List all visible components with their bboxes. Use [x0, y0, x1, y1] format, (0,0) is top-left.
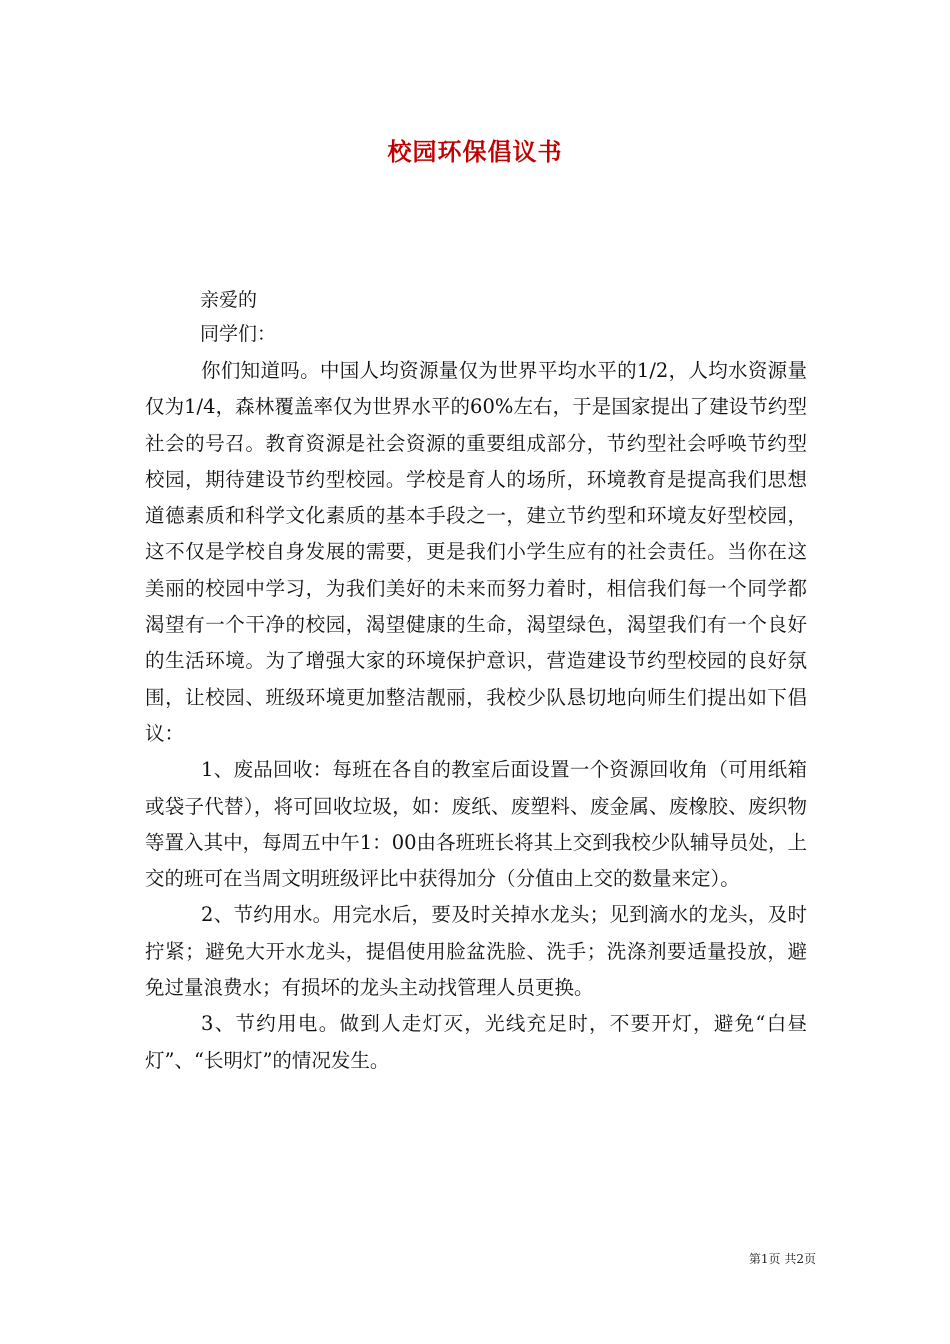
paragraph-item-2: 2、节约用水。用完水后，要及时关掉水龙头；见到滴水的龙头，及时拧紧；避免大开水龙头，提倡使用脸盆洗脸、洗手；洗涤剂要适量投放，避免过量浪费水；有损坏的龙头主动找管理人员更换。 [145, 903, 807, 1000]
page-number-footer: 第1页 共2页 [748, 1252, 816, 1266]
paragraph-item-3: 3、节约用电。做到人走灯灭，光线充足时，不要开灯，避免“白昼灯”、“长明灯”的情况发生。 [145, 1012, 807, 1072]
document-body [145, 353, 807, 1079]
paragraph-item-1: 1、废品回收：每班在各自的教室后面设置一个资源回收角（可用纸箱或袋子代替），将可回收垃圾，如：废纸、废塑料、废金属、废橡胶、废织物等置入其中，每周五中午1：00由各班班长将其上交到我校少队辅导员处，上交的班可在当周文明班级评比中获得加分（分值由上交的数量来定）。 [145, 758, 807, 891]
paragraph-intro: 你们知道吗。中国人均资源量仅为世界平均水平的1/2，人均水资源量仅为1/4，森林覆盖率仅为世界水平的60%左右，于是国家提出了建设节约型社会的号召。教育资源是社会资源的重要组成部分，节约型社会呼唤节约型校园，期待建设节约型校园。学校是育人的场所，环境教育是提高我们思想道德素质和科学文化素质的基本手段之一，建立节约型和环境友好型校园，这不仅是学校自身发展的需要，更是我们小学生应有的社会责任。当你在这美丽的校园中学习，为我们美好的未来而努力着时，相信我们每一个同学都渴望有一个干净的校园，渴望健康的生命，渴望绿色，渴望我们有一个良好的生活环境。为了增强大家的环境保护意识，营造建设节约型校园的良好氛围，让校园、班级环境更加整洁靓丽，我校少队恳切地向师生们提出如下倡议： [145, 359, 807, 745]
document-title: 校园环保倡议书 [387, 138, 563, 166]
salutation-line-1: 亲爱的 [200, 289, 258, 311]
salutation-line-2: 同学们： [200, 323, 277, 345]
